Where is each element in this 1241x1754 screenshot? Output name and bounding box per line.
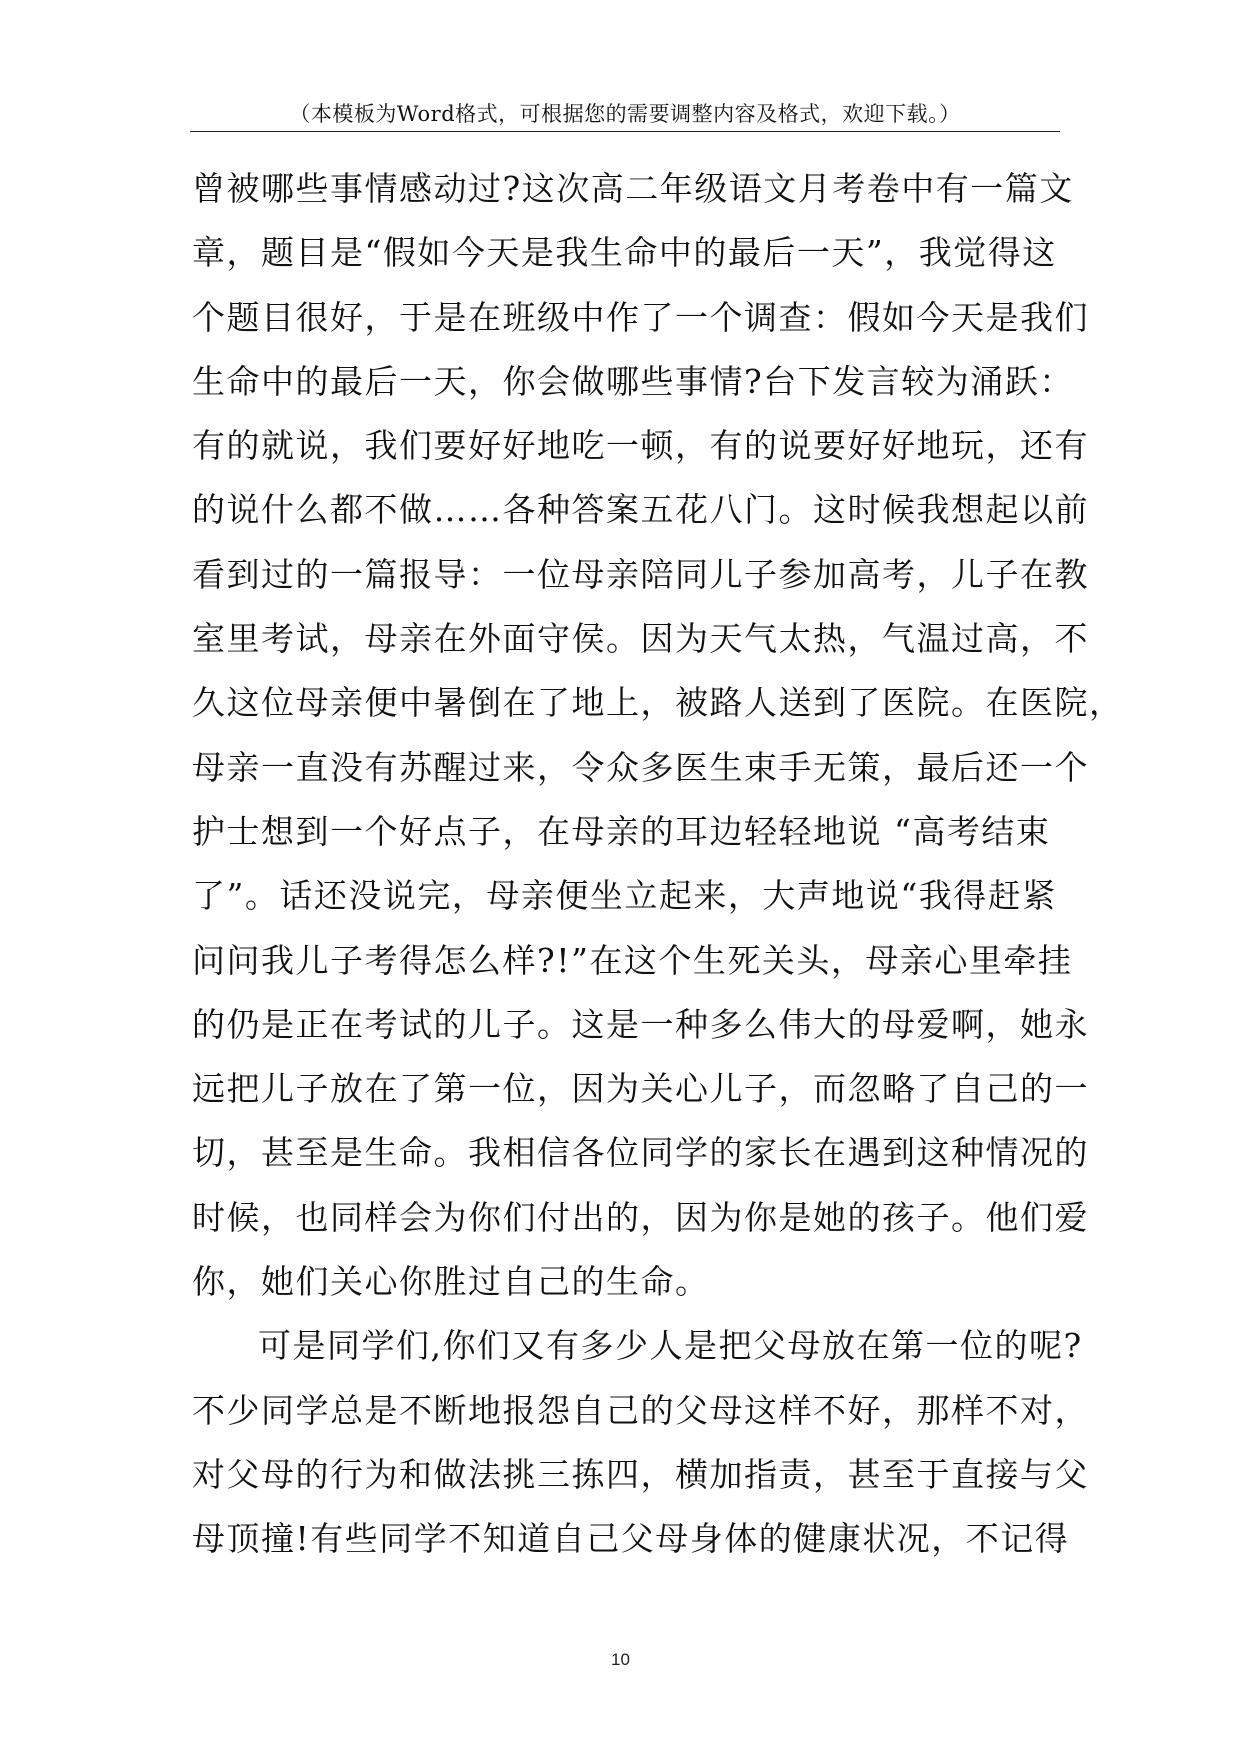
text-line: 你，她们关心你胜过自己的生命。	[192, 1262, 710, 1302]
text-line: 了”。话还没说完，母亲便坐立起来，大声地说“我得赶紧	[192, 876, 1057, 916]
text-line: 问问我儿子考得怎么样?!”在这个生死关头，母亲心里牵挂	[192, 940, 1073, 980]
text-line: 远把儿子放在了第一位，因为关心儿子，而忽略了自己的一	[192, 1069, 1089, 1109]
header-divider	[190, 131, 1060, 132]
text-line: 不少同学总是不断地报怨自己的父母这样不好，那样不对，	[192, 1390, 1089, 1430]
text-line: 的仍是正在考试的儿子。这是一种多么伟大的母爱啊，她永	[192, 1004, 1089, 1044]
text-line: 章，题目是“假如今天是我生命中的最后一天”，我觉得这	[192, 233, 1057, 273]
text-line: 室里考试，母亲在外面守侯。因为天气太热，气温过高，不	[192, 619, 1089, 659]
text-line: 母顶撞!有些同学不知道自己父母身体的健康状况，不记得	[192, 1519, 1070, 1559]
text-line: 护士想到一个好点子，在母亲的耳边轻轻地说 “高考结束	[192, 811, 1051, 851]
text-line: 看到过的一篇报导：一位母亲陪同儿子参加高考，儿子在教	[192, 554, 1089, 594]
text-line: 对父母的行为和做法挑三拣四，横加指责，甚至于直接与父	[192, 1454, 1089, 1494]
body-text	[192, 157, 1124, 1572]
text-line: 生命中的最后一天，你会做哪些事情?台下发言较为涌跃：	[192, 361, 1074, 401]
text-line: 时候，也同样会为你们付出的，因为你是她的孩子。他们爱	[192, 1197, 1089, 1237]
text-line: 久这位母亲便中暑倒在了地上，被路人送到了医院。在医院，	[192, 683, 1124, 723]
text-line: 切，甚至是生命。我相信各位同学的家长在遇到这种情况的	[192, 1133, 1089, 1173]
text-line: 的说什么都不做……各种答案五花八门。这时候我想起以前	[192, 490, 1089, 530]
text-line: 母亲一直没有苏醒过来，令众多医生束手无策，最后还一个	[192, 747, 1089, 787]
text-line: 个题目很好，于是在班级中作了一个调查：假如今天是我们	[192, 297, 1089, 337]
page-number: 10	[611, 1650, 630, 1669]
template-note-header: （本模板为Word格式，可根据您的需要调整内容及格式，欢迎下载。）	[289, 102, 961, 126]
text-line: 曾被哪些事情感动过?这次高二年级语文月考卷中有一篇文	[192, 169, 1074, 208]
text-line: 有的就说，我们要好好地吃一顿，有的说要好好地玩，还有	[192, 426, 1089, 466]
paragraph-start-line: 可是同学们,你们又有多少人是把父母放在第一位的呢?	[258, 1326, 1083, 1366]
